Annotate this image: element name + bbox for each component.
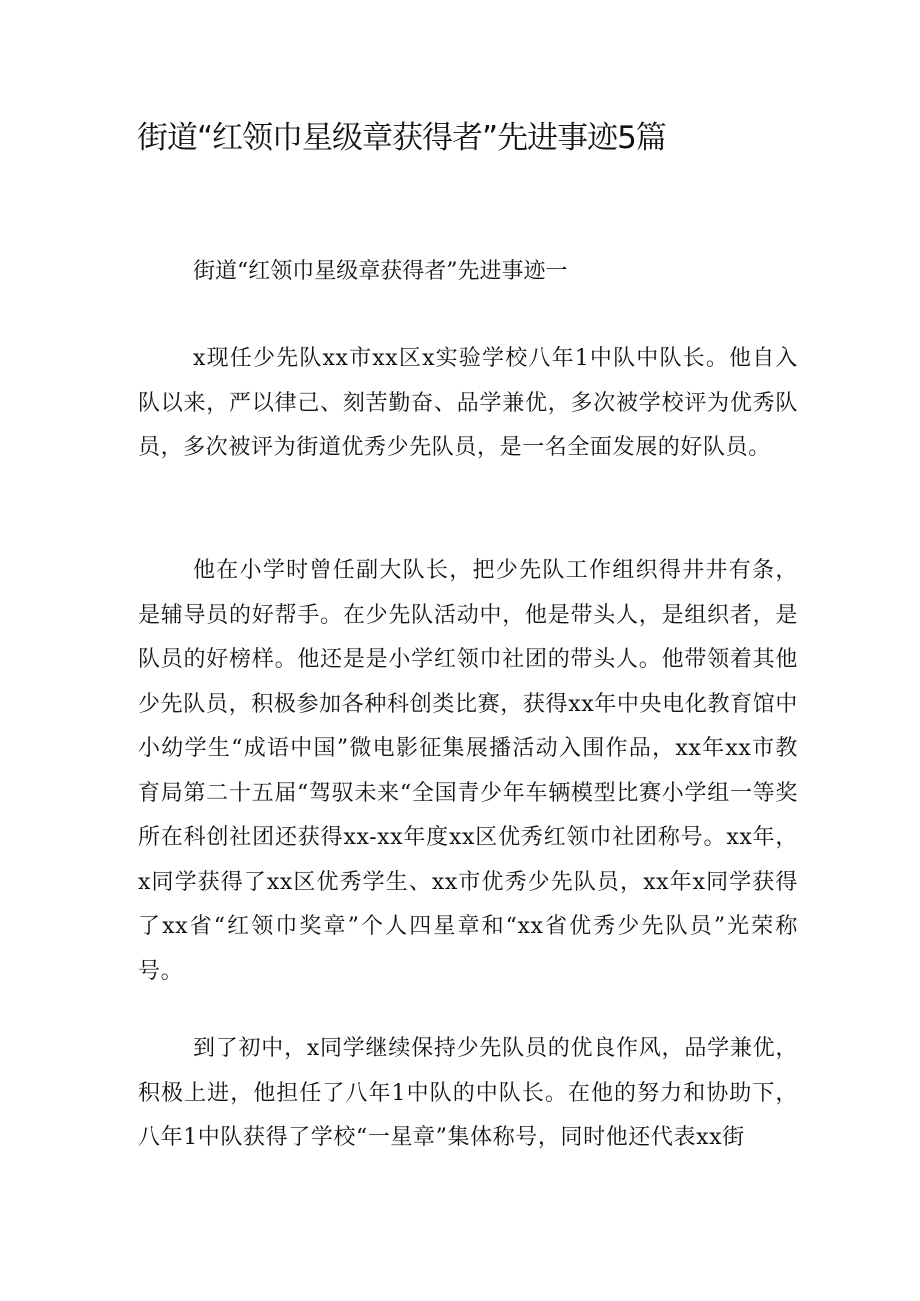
paragraph-2: 他在小学时曾任副大队长，把少先队工作组织得井井有条，是辅导员的好帮手。在少先队活动中，他是带头人，是组织者，是队员的好榜样。他还是是小学红领巾社团的带头人。他带领着其他少先队员，积极参加各种科创类比赛，获得xx年中央电化教育馆中小幼学生“成语中国”微电影征集展播活动入围作品，xx年xx市教育局第二十五届“驾驭未来“全国青少年车辆模型比赛小学组一等奖 所在科创社团还获得xx-xx年度xx区优秀红领巾社团称号。xx年，x同学获得了xx区优秀学生、xx市优秀少先队员，xx年x同学获得了xx省“红领巾奖章”个人四星章和“xx省优秀少先队员”光荣称号。 [138,558,798,984]
paragraph-3: 到了初中，x同学继续保持少先队员的优良作风，品学兼优，积极上进，他担任了八年1中队的中队长。在他的努力和协助下，八年1中队获得了学校“一星章”集体称号，同时他还代表xx街 [138,1036,798,1150]
section-heading: 街道“红领巾星级章获得者”先进事迹一 [193,259,568,284]
paragraph-1: x现任少先队xx市xx区x实验学校八年1中队中队长。他自入队以来，严以律己、刻苦勤奋、品学兼优，多次被学校评为优秀队员，多次被评为街道优秀少先队员，是一名全面发展的好队员。 [138,346,798,460]
document-title: 街道“红领巾星级章获得者”先进事迹5篇 [137,120,666,156]
